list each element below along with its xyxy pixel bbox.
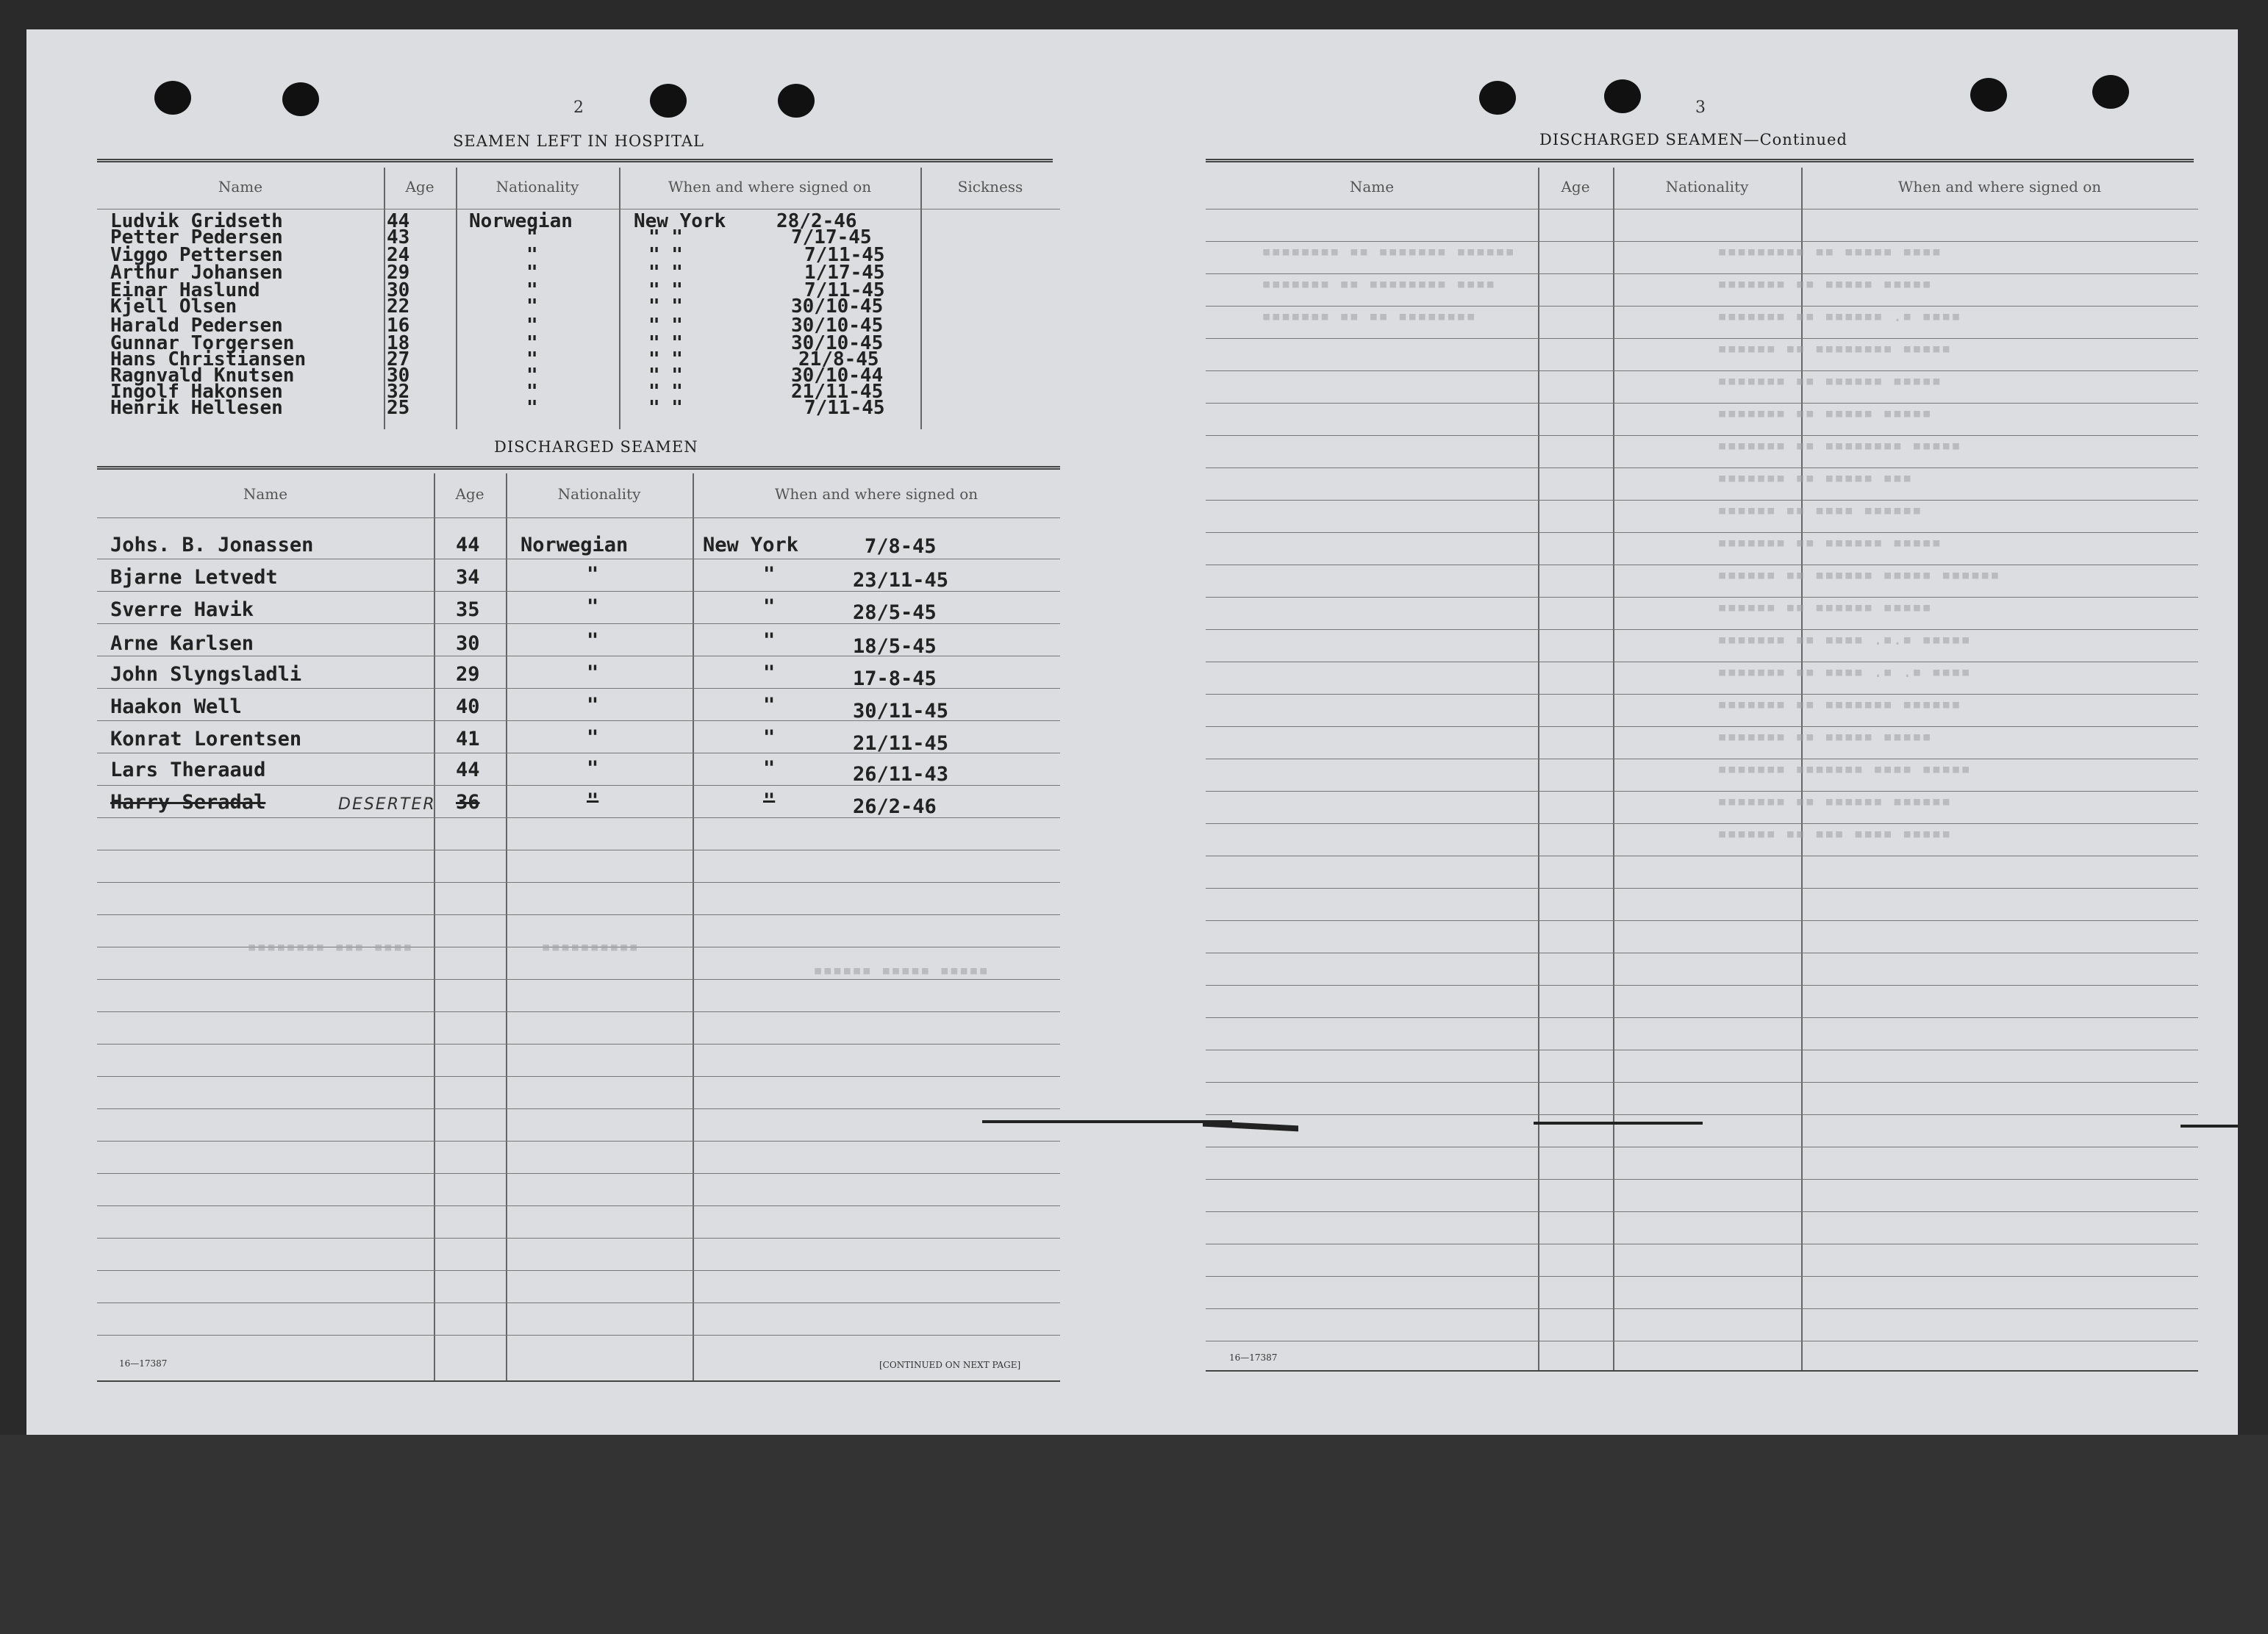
column-header-age: Age xyxy=(1561,178,1590,196)
row-rule xyxy=(1206,920,2198,921)
seaman-name: Harry Seradal xyxy=(110,791,266,814)
signed-on-place: " xyxy=(763,595,776,618)
row-rule xyxy=(97,1270,1060,1271)
bleed-through-mark: ▪▪▪▪▪ ▪▪▪▪ ▪▪▪▪▪▪▪ ▪▪▪▪▪▪▪ xyxy=(1717,760,1971,778)
row-rule xyxy=(1206,694,2198,695)
column-header-nationality: Nationality xyxy=(496,178,579,196)
bleed-through-mark: ▪▪▪▪▪ ▪▪▪▪▪ ▪▪ ▪▪▪▪▪▪▪ xyxy=(1717,275,1932,293)
bleed-through-mark: ▪▪▪▪▪ ▪▪▪▪▪▪ ▪▪ ▪▪▪▪▪▪▪ xyxy=(1717,372,1942,390)
seaman-age: 18 xyxy=(387,332,410,354)
column-header-sickness: Sickness xyxy=(957,178,1023,196)
signed-on-date: 28/5-45 xyxy=(853,601,937,624)
column-divider xyxy=(619,168,620,429)
discharged-section-title: DISCHARGED SEAMEN xyxy=(494,438,698,456)
signed-on-date: 7/11-45 xyxy=(804,244,885,266)
seaman-age: 32 xyxy=(387,381,410,403)
seaman-nationality: " xyxy=(526,348,538,370)
signed-on-place: " " xyxy=(648,381,683,403)
seaman-nationality: Norwegian xyxy=(521,534,629,556)
bleed-through-mark: ▪▪▪▪▪▪ ▪▪▪▪▪▪▪ ▪▪ ▪▪▪▪▪▪▪ xyxy=(1717,695,1961,714)
bleed-through-mark: ▪▪▪ ▪▪▪▪▪ ▪▪ ▪▪▪▪▪▪▪ xyxy=(1717,469,1912,487)
seaman-name: Haakon Well xyxy=(110,695,242,718)
form-number-left: 16—17387 xyxy=(119,1358,168,1369)
seaman-nationality: Norwegian xyxy=(469,210,573,232)
continued-note: [CONTINUED ON NEXT PAGE] xyxy=(879,1360,1021,1370)
hospital-section-title: SEAMEN LEFT IN HOSPITAL xyxy=(453,132,704,150)
seaman-age: 24 xyxy=(387,244,410,266)
discharged-continued-title: DISCHARGED SEAMEN—Continued xyxy=(1539,131,1847,148)
signed-on-place: " xyxy=(763,789,776,812)
seaman-nationality: " xyxy=(526,397,538,419)
row-rule xyxy=(97,882,1060,883)
row-rule xyxy=(97,914,1060,915)
signed-on-date: 30/11-45 xyxy=(853,700,949,723)
column-header-nationality: Nationality xyxy=(1665,178,1749,196)
row-rule xyxy=(97,1302,1060,1303)
seaman-name: Kjell Olsen xyxy=(110,295,237,318)
document-sheet xyxy=(26,29,2238,1435)
row-rule xyxy=(1206,1114,2198,1115)
column-divider xyxy=(384,168,385,429)
row-rule xyxy=(1206,1308,2198,1309)
page-number-left: 2 xyxy=(573,98,584,117)
column-header-age: Age xyxy=(455,485,484,503)
bleed-through-mark: ▪▪▪▪▪ ▪▪▪▪ ▪▪▪ ▪▪ ▪▪▪▪▪▪ xyxy=(1717,825,1951,843)
row-rule xyxy=(1206,467,2198,468)
bleed-through-mark: ▪▪▪▪▪ ▪▪▪▪▪▪▪▪ ▪▪ ▪▪▪▪▪▪▪ xyxy=(1717,437,1961,455)
signed-on-place: " " xyxy=(648,279,683,301)
row-rule xyxy=(1206,403,2198,404)
table-bottom-rule xyxy=(1206,1370,2198,1372)
row-rule xyxy=(1206,338,2198,339)
column-header-name: Name xyxy=(1349,178,1395,196)
bleed-through-mark: ▪▪▪▪ ▪▪▪▪▪ ▪▪ ▪▪▪▪▪▪▪▪▪ xyxy=(1717,243,1942,261)
seaman-nationality: " xyxy=(587,726,599,749)
row-rule xyxy=(1206,435,2198,436)
seaman-age: 41 xyxy=(456,728,480,750)
seaman-name: Gunnar Torgersen xyxy=(110,332,295,354)
seaman-nationality: " xyxy=(526,262,538,284)
seaman-age: 30 xyxy=(387,365,410,387)
signed-on-date: 21/8-45 xyxy=(798,348,879,370)
row-rule xyxy=(1206,306,2198,307)
signed-on-place: " xyxy=(763,726,776,749)
column-header-nationality: Nationality xyxy=(557,485,641,503)
seaman-nationality: " xyxy=(587,789,599,812)
bleed-through-mark: ▪▪▪▪▪ ▪▪▪▪▪▪ ▪▪ ▪▪▪▪▪▪ xyxy=(1717,598,1932,617)
bleed-through-mark: ▪▪▪▪▪▪▪▪▪▪ xyxy=(541,938,639,956)
signed-on-place: " xyxy=(763,563,776,586)
row-rule xyxy=(1206,985,2198,986)
row-rule xyxy=(1206,273,2198,274)
seaman-nationality: " xyxy=(526,365,538,387)
seaman-nationality: " xyxy=(526,381,538,403)
row-rule xyxy=(1206,597,2198,598)
row-rule xyxy=(97,1205,1060,1206)
bleed-through-mark: ▪▪▪▪ ▪. ▪▪▪▪▪▪ ▪▪ ▪▪▪▪▪▪▪ xyxy=(1717,307,1961,326)
signed-on-place: " " xyxy=(648,244,683,266)
seaman-name: Lars Theraaud xyxy=(110,759,266,781)
column-header-signed-on: When and where signed on xyxy=(1897,178,2102,196)
seaman-nationality: " xyxy=(526,332,538,354)
seaman-age: 30 xyxy=(456,632,480,655)
seaman-nationality: " xyxy=(587,757,599,780)
row-rule xyxy=(97,1108,1060,1109)
signed-on-date: 17-8-45 xyxy=(853,667,937,690)
seaman-age: 34 xyxy=(456,566,480,589)
seaman-nationality: " xyxy=(587,629,599,652)
seaman-name: Hans Christiansen xyxy=(110,348,307,370)
signed-on-date: 7/11-45 xyxy=(804,279,885,301)
seaman-name: Bjarne Letvedt xyxy=(110,566,278,589)
rule xyxy=(1206,159,2194,162)
row-rule xyxy=(1206,629,2198,630)
seaman-name: Einar Haslund xyxy=(110,279,260,301)
seaman-age: 43 xyxy=(387,226,410,248)
signed-on-date: 23/11-45 xyxy=(853,569,949,592)
bleed-through-mark: ▪▪▪▪▪▪▪▪ ▪▪ ▪▪ ▪▪▪▪▪▪▪ xyxy=(1262,307,1476,326)
column-divider xyxy=(434,473,435,1380)
punch-hole xyxy=(1479,81,1516,115)
seaman-nationality: " xyxy=(587,662,599,684)
bleed-through-mark: ▪▪▪▪▪▪ ▪▪▪▪ ▪▪ ▪▪▪▪▪▪ xyxy=(1717,501,1922,520)
bleed-through-mark: ▪▪▪▪ ▪▪▪▪▪▪▪▪ ▪▪ ▪▪▪▪▪▪▪ xyxy=(1262,275,1495,293)
seaman-age: 27 xyxy=(387,348,410,370)
seaman-age: 22 xyxy=(387,295,410,318)
rule xyxy=(97,159,1053,162)
row-rule xyxy=(97,1076,1060,1077)
column-divider xyxy=(1613,168,1614,1370)
row-rule xyxy=(97,1335,1060,1336)
form-number-right: 16—17387 xyxy=(1229,1352,1278,1363)
bleed-through-mark: ▪▪▪▪▪ ▪▪▪▪▪ ▪▪▪▪▪▪ xyxy=(813,961,989,980)
signed-on-place: " " xyxy=(648,397,683,419)
signed-on-date: 7/8-45 xyxy=(865,535,937,558)
row-rule xyxy=(1206,823,2198,824)
paper-tear xyxy=(1534,1122,1703,1125)
seaman-nationality: " xyxy=(526,315,538,337)
row-rule xyxy=(1206,888,2198,889)
seaman-name: Arne Karlsen xyxy=(110,632,254,655)
signed-on-date: 21/11-45 xyxy=(853,732,949,755)
punch-hole xyxy=(650,84,687,118)
rule xyxy=(97,517,1060,518)
row-rule xyxy=(1206,1017,2198,1018)
seaman-nationality: " xyxy=(526,244,538,266)
seaman-age: 40 xyxy=(456,695,480,718)
signed-on-date: 30/10-45 xyxy=(791,315,884,337)
bleed-through-mark: ▪▪▪▪▪ ▪▪▪▪▪ ▪▪ ▪▪▪▪▪▪▪ xyxy=(1717,728,1932,746)
seaman-name: Ragnvald Knutsen xyxy=(110,365,295,387)
seaman-age: 29 xyxy=(387,262,410,284)
seaman-name: Ludvik Gridseth xyxy=(110,210,283,232)
page-number-right: 3 xyxy=(1695,98,1706,117)
signed-on-place: " xyxy=(763,757,776,780)
seaman-age: 35 xyxy=(456,598,480,621)
row-rule xyxy=(1206,791,2198,792)
row-rule xyxy=(1206,1276,2198,1277)
row-rule xyxy=(97,1011,1060,1012)
row-rule xyxy=(1206,532,2198,533)
signed-on-place: " " xyxy=(648,295,683,318)
seaman-name: Konrat Lorentsen xyxy=(110,728,302,750)
signed-on-date: 7/17-45 xyxy=(791,226,872,248)
signed-on-place: " " xyxy=(648,315,683,337)
signed-on-date: 21/11-45 xyxy=(791,381,884,403)
signed-on-place: " " xyxy=(648,332,683,354)
paper-tear xyxy=(2181,1125,2238,1128)
column-divider xyxy=(456,168,457,429)
seaman-name: Ingolf Hakonsen xyxy=(110,381,283,403)
signed-on-date: 30/10-45 xyxy=(791,332,884,354)
column-header-signed-on: When and where signed on xyxy=(668,178,872,196)
seaman-age: 16 xyxy=(387,315,410,337)
row-rule xyxy=(1206,1082,2198,1083)
punch-hole xyxy=(778,84,815,118)
signed-on-place: " " xyxy=(648,365,683,387)
row-rule xyxy=(97,1141,1060,1142)
seaman-age: 30 xyxy=(387,279,410,301)
seaman-age: 29 xyxy=(456,663,480,686)
row-rule xyxy=(1206,1179,2198,1180)
seaman-nationality: " xyxy=(526,226,538,248)
bleed-through-mark: ▪▪▪▪▪ ▪▪▪▪▪ ▪▪ ▪▪▪▪▪▪▪ xyxy=(1717,404,1932,423)
seaman-name: Arthur Johansen xyxy=(110,262,283,284)
seaman-age: 44 xyxy=(387,210,410,232)
column-divider xyxy=(506,473,507,1380)
signed-on-date: 30/10-44 xyxy=(791,365,884,387)
signed-on-place: " xyxy=(763,662,776,684)
seaman-name: Viggo Pettersen xyxy=(110,244,283,266)
seaman-name: Petter Pedersen xyxy=(110,226,283,248)
signed-on-date: 30/10-45 xyxy=(791,295,884,318)
bleed-through-mark: ▪▪▪▪ ▪. ▪. ▪▪▪▪ ▪▪ ▪▪▪▪▪▪▪ xyxy=(1717,663,1971,681)
row-rule xyxy=(1206,370,2198,371)
signed-on-date: 26/2-46 xyxy=(853,795,937,818)
column-header-name: Name xyxy=(243,485,288,503)
paper-tear xyxy=(982,1120,1232,1123)
punch-hole xyxy=(282,82,319,116)
seaman-nationality: " xyxy=(526,279,538,301)
column-header-name: Name xyxy=(218,178,263,196)
bleed-through-mark: ▪▪▪▪ ▪▪▪ ▪▪▪▪▪▪▪▪ xyxy=(247,938,413,956)
column-divider xyxy=(1538,168,1539,1370)
punch-hole xyxy=(2092,75,2129,109)
bleed-through-mark: ▪▪▪▪▪ ▪.▪. ▪▪▪▪ ▪▪ ▪▪▪▪▪▪▪ xyxy=(1717,631,1971,649)
seaman-name: Henrik Hellesen xyxy=(110,397,283,419)
signed-on-place: " " xyxy=(648,262,683,284)
seaman-age: 25 xyxy=(387,397,410,419)
signed-on-place: " xyxy=(763,694,776,717)
bleed-through-mark: ▪▪▪▪▪ ▪▪▪▪▪▪▪▪ ▪▪ ▪▪▪▪▪▪ xyxy=(1717,340,1951,358)
row-rule xyxy=(1206,241,2198,242)
column-divider xyxy=(693,473,694,1380)
signed-on-place: " " xyxy=(648,226,683,248)
column-divider xyxy=(920,168,922,429)
rule xyxy=(97,466,1060,470)
paper-tear xyxy=(1203,1121,1298,1132)
punch-hole xyxy=(1604,79,1641,113)
signed-on-place: " xyxy=(763,629,776,652)
bleed-through-mark: ▪▪▪▪▪ ▪▪▪▪▪▪ ▪▪ ▪▪▪▪▪▪▪ xyxy=(1717,534,1942,552)
seaman-age: 36 xyxy=(456,791,480,814)
seaman-name: Harald Pedersen xyxy=(110,315,283,337)
row-rule xyxy=(97,1173,1060,1174)
seaman-name: Johs. B. Jonassen xyxy=(110,534,314,556)
column-header-signed-on: When and where signed on xyxy=(774,485,979,503)
seaman-name: Sverre Havik xyxy=(110,598,254,621)
table-bottom-rule xyxy=(97,1380,1060,1382)
signed-on-date: 1/17-45 xyxy=(804,262,885,284)
signed-on-date: 28/2-46 xyxy=(776,210,857,232)
row-rule xyxy=(97,1238,1060,1239)
column-header-age: Age xyxy=(405,178,434,196)
signed-on-place: " " xyxy=(648,348,683,370)
seaman-nationality: " xyxy=(587,595,599,618)
scanner-background xyxy=(0,1435,2268,1634)
seaman-name: John Slyngsladli xyxy=(110,663,302,686)
seaman-nationality: " xyxy=(526,295,538,318)
signed-on-date: 26/11-43 xyxy=(853,763,949,786)
signed-on-date: 18/5-45 xyxy=(853,635,937,658)
row-rule xyxy=(1206,1211,2198,1212)
bleed-through-mark: ▪▪▪▪▪▪ ▪▪▪▪▪▪▪ ▪▪ ▪▪▪▪▪▪▪▪ xyxy=(1262,243,1515,261)
punch-hole xyxy=(1970,78,2007,112)
seaman-nationality: " xyxy=(587,694,599,717)
bleed-through-mark: ▪▪▪▪▪▪ ▪▪▪▪▪ ▪▪▪▪▪▪ ▪▪ ▪▪▪▪▪▪ xyxy=(1717,566,2000,584)
bleed-through-mark: ▪▪▪▪▪▪ ▪▪▪▪▪▪ ▪▪ ▪▪▪▪▪▪▪ xyxy=(1717,792,1951,811)
row-rule xyxy=(1206,500,2198,501)
punch-hole xyxy=(154,81,191,115)
seaman-age: 44 xyxy=(456,534,480,556)
row-rule xyxy=(1206,726,2198,727)
seaman-age: 44 xyxy=(456,759,480,781)
signed-on-date: 7/11-45 xyxy=(804,397,885,419)
seaman-nationality: " xyxy=(587,563,599,586)
deserter-annotation: DESERTER xyxy=(338,795,436,814)
signed-on-place: New York xyxy=(634,210,726,232)
signed-on-place: New York xyxy=(703,534,799,556)
